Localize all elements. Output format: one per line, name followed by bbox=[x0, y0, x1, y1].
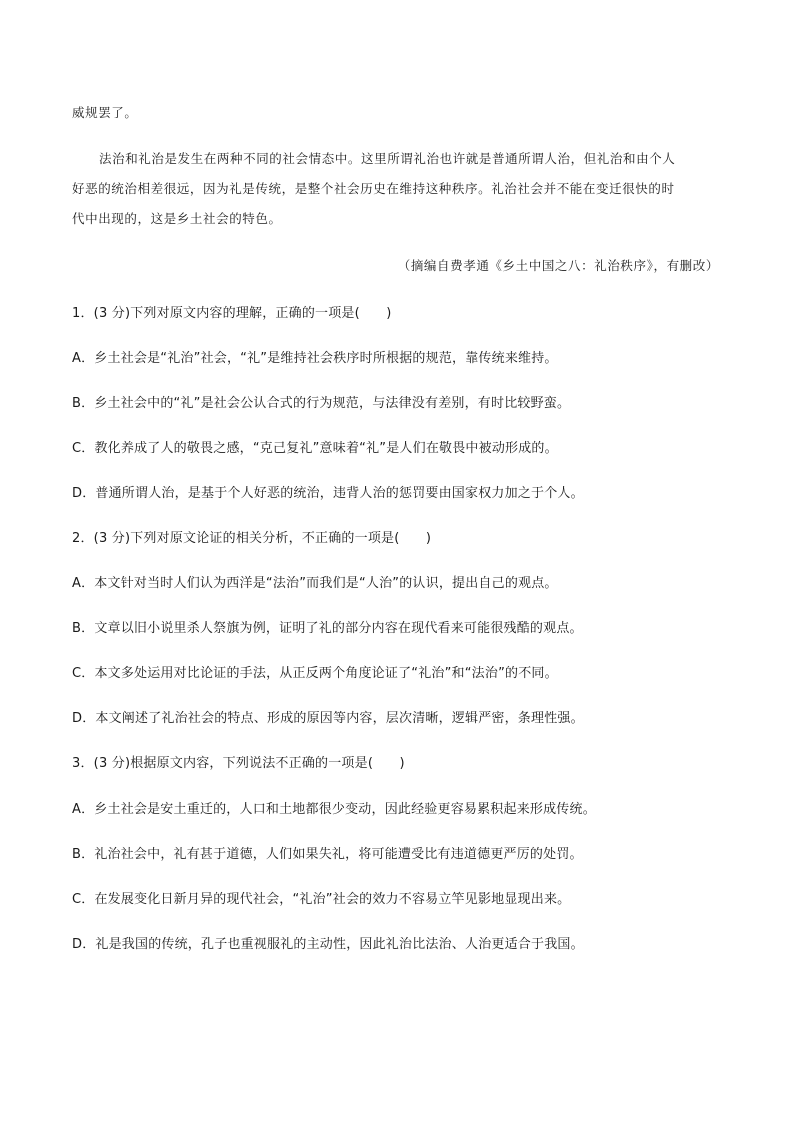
question-option: B．礼治社会中，礼有甚于道德，人们如果失礼，将可能遭受比有违道德更严厉的处罚。 bbox=[72, 847, 583, 862]
question-stem: 3．(3 分)根据原文内容，下列说法不正确的一项是( ) bbox=[72, 756, 405, 771]
question-option: D．普通所谓人治，是基于个人好恶的统治，违背人治的惩罚要由国家权力加之于个人。 bbox=[72, 486, 584, 501]
question-option: A．本文针对当时人们认为西洋是“法治”而我们是“人治”的认识，提出自己的观点。 bbox=[72, 576, 558, 591]
question-option: C．本文多处运用对比论证的手法，从正反两个角度论证了“礼治”和“法治”的不同。 bbox=[72, 666, 558, 681]
question-option: D．本文阐述了礼治社会的特点、形成的原因等内容，层次清晰，逻辑严密，条理性强。 bbox=[72, 711, 584, 726]
passage-source: （摘编自费孝通《乡土中国之八：礼治秩序》，有删改） bbox=[397, 258, 719, 273]
question-option: C．教化养成了人的敬畏之感，“克己复礼”意味着“礼”是人们在敬畏中被动形成的。 bbox=[72, 441, 558, 456]
question-option: A．乡土社会是“礼治”社会，“礼”是维持社会秩序时所根据的规范，靠传统来维持。 bbox=[72, 351, 558, 366]
passage-text-line: 代中出现的，这是乡土社会的特色。 bbox=[72, 211, 282, 226]
question-option: D．礼是我国的传统，孔子也重视服礼的主动性，因此礼治比法治、人治更适合于我国。 bbox=[72, 937, 584, 952]
question-option: B．文章以旧小说里杀人祭旗为例，证明了礼的部分内容在现代看来可能很残酷的观点。 bbox=[72, 621, 583, 636]
question-stem: 2．(3 分)下列对原文论证的相关分析，不正确的一项是( ) bbox=[72, 531, 432, 546]
question-option: A．乡土社会是安土重迁的，人口和土地都很少变动，因此经验更容易累积起来形成传统。 bbox=[72, 802, 596, 817]
question-stem: 1．(3 分)下列对原文内容的理解，正确的一项是( ) bbox=[72, 306, 392, 321]
question-option: C．在发展变化日新月异的现代社会，“礼治”社会的效力不容易立竿见影地显现出来。 bbox=[72, 892, 571, 907]
passage-text-line: 威规罢了。 bbox=[72, 105, 138, 120]
passage-text-line: 法治和礼治是发生在两种不同的社会情态中。这里所谓礼治也许就是普通所谓人治，但礼治和由个人 bbox=[99, 151, 676, 166]
question-option: B．乡土社会中的“礼”是社会公认合式的行为规范，与法律没有差别，有时比较野蛮。 bbox=[72, 396, 571, 411]
passage-text-line: 好恶的统治相差很远，因为礼是传统，是整个社会历史在维持这种秩序。礼治社会并不能在变迁很快的时 bbox=[72, 181, 675, 196]
